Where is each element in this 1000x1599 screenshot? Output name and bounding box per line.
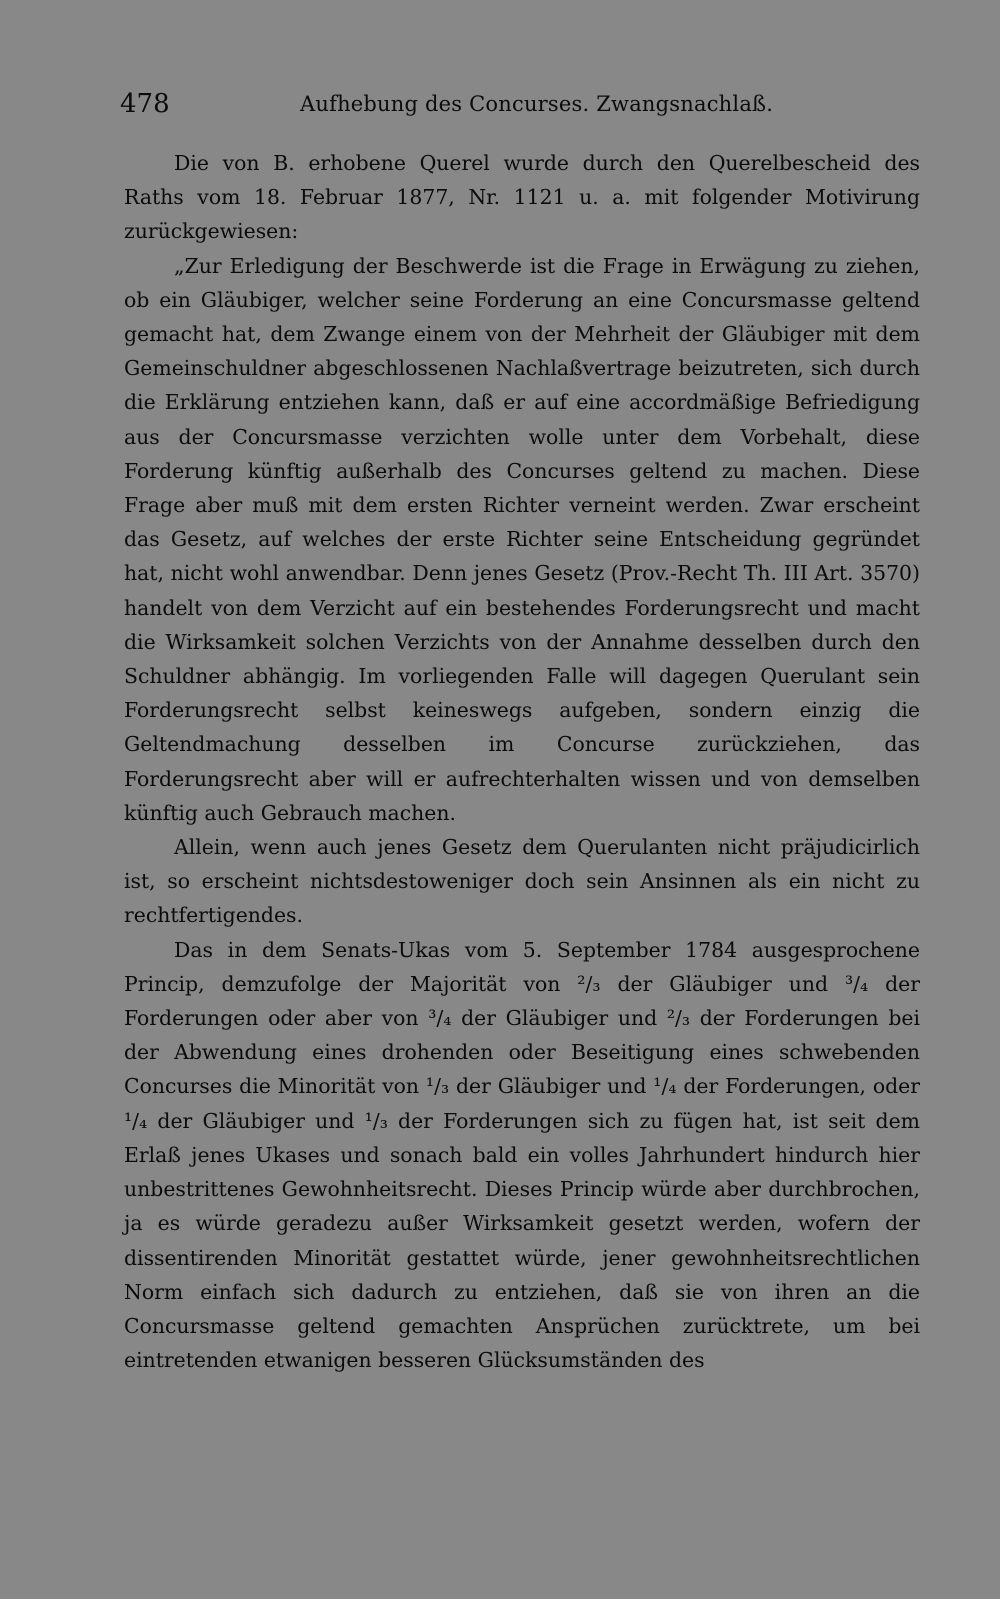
paragraph-3: Allein, wenn auch jenes Gesetz dem Querulanten nicht präjudicirlich ist, so erscheint nichtsdestoweniger doch sein Ansinnen als ein nicht zu rechtfertigendes.: [124, 835, 920, 928]
page-number: 478: [120, 89, 170, 119]
running-head: Aufhebung des Concurses. Zwangsnachlaß.: [300, 92, 774, 116]
paragraph-2: „Zur Erledigung der Beschwerde ist die Frage in Erwägung zu ziehen, ob ein Gläubiger, welcher seine Forderung an eine Concursmasse geltend gemacht hat, dem Zwange einem von der Mehrheit der Gläubiger mit dem Gemeinschuldner abgeschlossenen Nachlaßvertrage beizutreten, sich durch die Erklärung entziehen kann, daß er auf eine accordmäßige Befriedigung aus der Concursmasse verzichten wolle unter dem Vorbehalt, diese Forderung künftig außerhalb des Concurses geltend zu machen. Diese Frage aber muß mit dem ersten Richter verneint werden. Zwar erscheint das Gesetz, auf welches der erste Richter seine Entscheidung gegründet hat, nicht wohl anwendbar. Denn jenes Gesetz (Prov.-Recht Th. III Art. 3570) handelt von dem Verzicht auf ein bestehendes Forderungsrecht und macht die Wirksamkeit solchen Verzichts von der Annahme desselben durch den Schuldner abhängig. Im vorliegenden Falle will dagegen Querulant sein Forderungsrecht selbst keineswegs aufgeben, sondern einzig die Geltendmachung desselben im Concurse zurückziehen, das Forderungsrecht aber will er aufrechterhalten wissen und von demselben künftig auch Gebrauch machen.: [124, 253, 920, 825]
page-header: [120, 86, 920, 126]
paragraph-4: Das in dem Senats-Ukas vom 5. September 1784 ausgesprochene Princip, demzufolge der Majorität von ²/₃ der Gläubiger und ³/₄ der Forderungen oder aber von ³/₄ der Gläubiger und ²/₃ der Forderungen bei der Abwendung eines drohenden oder Beseitigung eines schwebenden Concurses die Minorität von ¹/₃ der Gläubiger und ¹/₄ der Forderungen, oder ¹/₄ der Gläubiger und ¹/₃ der Forderungen sich zu fügen hat, ist seit dem Erlaß jenes Ukases und sonach bald ein volles Jahrhundert hindurch hier unbestrittenes Gewohnheitsrecht. Dieses Princip würde aber durchbrochen, ja es würde geradezu außer Wirksamkeit gesetzt werden, wofern der dissentirenden Minorität gestattet würde, jener gewohnheitsrechtlichen Norm einfach sich dadurch zu entziehen, daß sie von ihren an die Concursmasse geltend gemachten Ansprüchen zurücktrete, um bei eintretenden etwanigen besseren Glücksumständen des: [124, 937, 920, 1373]
body-text: [124, 146, 920, 1377]
paragraph-1: Die von B. erhobene Querel wurde durch den Querelbescheid des Raths vom 18. Februar 1877, Nr. 1121 u. a. mit folgender Motivirung zurückgewiesen:: [124, 151, 920, 244]
